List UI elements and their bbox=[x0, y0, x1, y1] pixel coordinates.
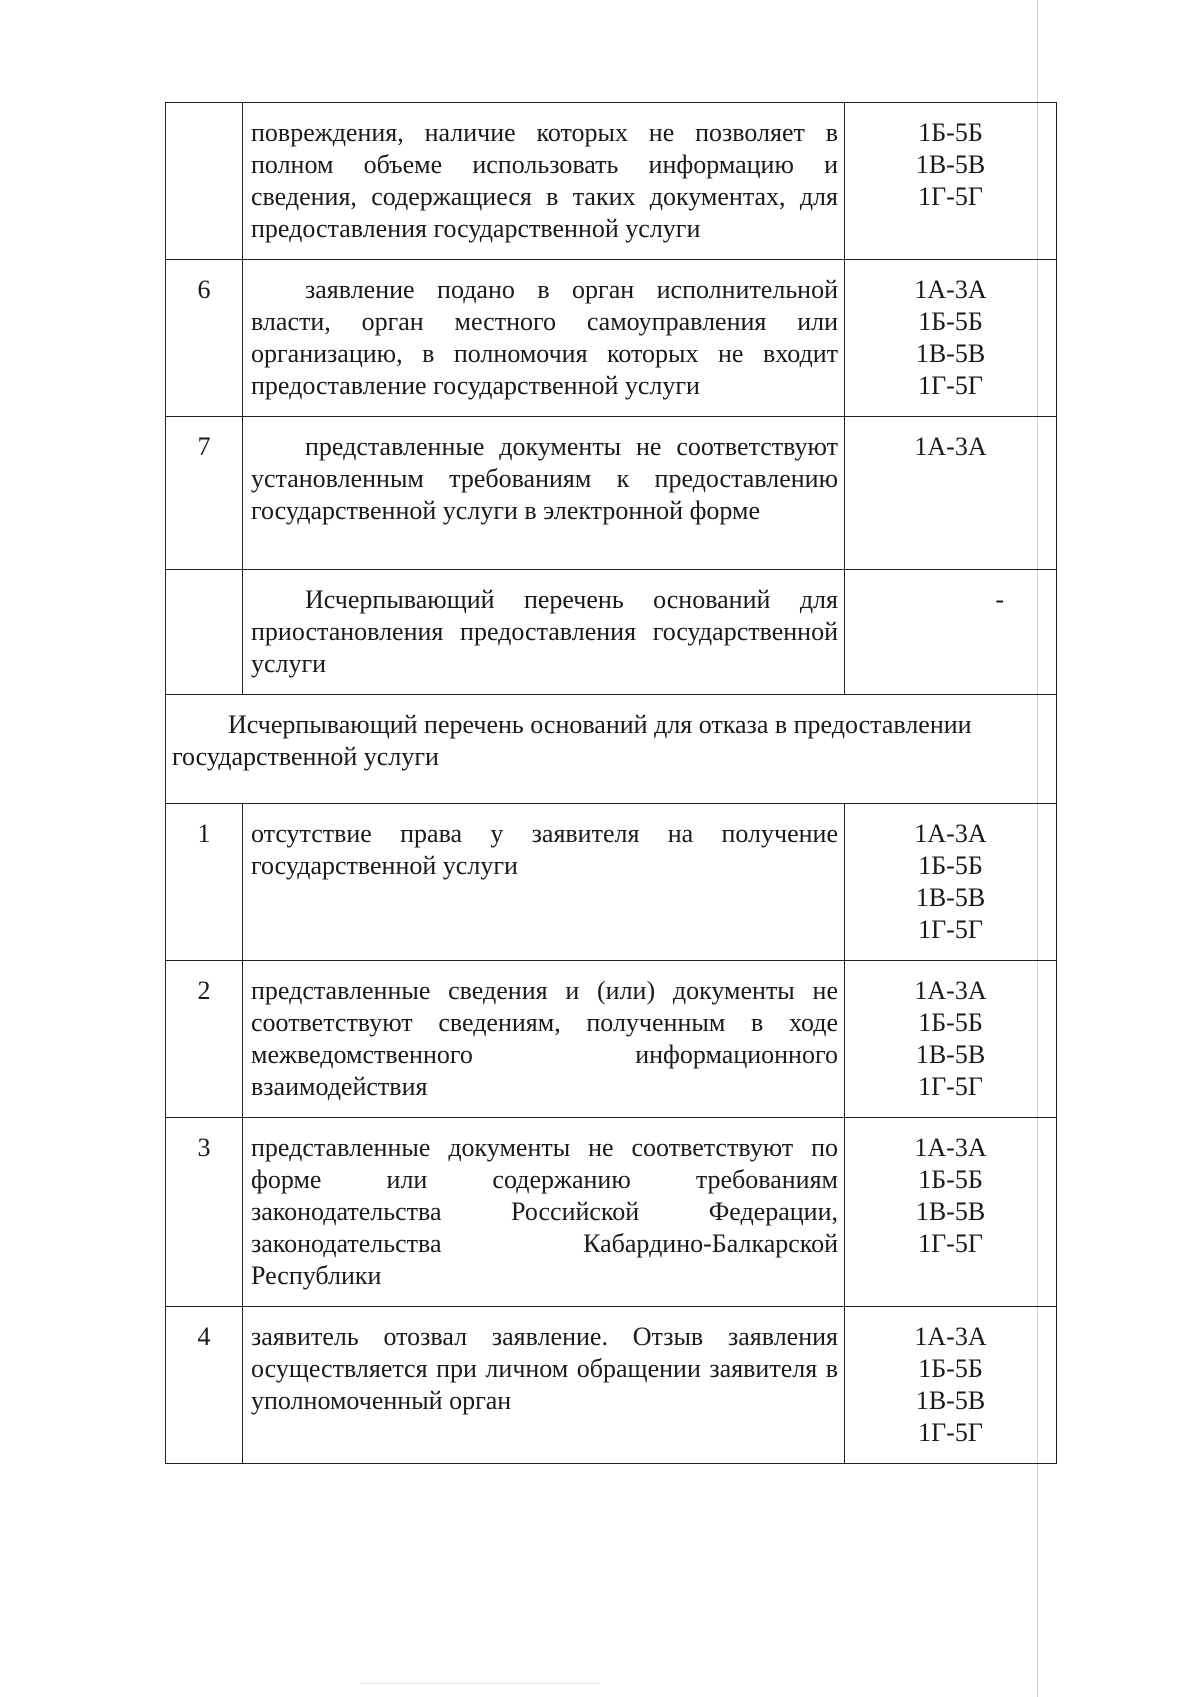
code-item: 1А-3А bbox=[914, 1133, 987, 1162]
code-item: 1Г-5Г bbox=[918, 371, 983, 400]
code-item: 1А-3А bbox=[914, 976, 987, 1005]
row-codes bbox=[845, 804, 1057, 961]
code-item: 1Б-5Б bbox=[918, 307, 983, 336]
table-row bbox=[166, 260, 1057, 417]
grounds-table bbox=[165, 102, 1057, 1464]
code-item: 1В-5В bbox=[915, 150, 986, 179]
row-codes bbox=[845, 103, 1057, 260]
code-item: 1В-5В bbox=[915, 883, 986, 912]
row-text: заявление подано в орган исполнительной власти, орган местного самоуправления или организацию, в полномочия которых не входит предоставление государственной услуги bbox=[243, 260, 845, 417]
table-row bbox=[166, 1307, 1057, 1464]
row-text: представленные документы не соответствуют по форме или содержанию требованиям законодательства Российской Федерации, законодательства Кабардино-Балкарской Республики bbox=[243, 1118, 845, 1307]
row-number: 3 bbox=[166, 1118, 243, 1307]
table-row bbox=[166, 804, 1057, 961]
table-row bbox=[166, 1118, 1057, 1307]
code-item: 1Г-5Г bbox=[918, 1229, 983, 1258]
code-item: 1Г-5Г bbox=[918, 915, 983, 944]
row-number: 2 bbox=[166, 961, 243, 1118]
code-item: 1Г-5Г bbox=[918, 182, 983, 211]
code-item: 1А-3А bbox=[914, 819, 987, 848]
row-number: 4 bbox=[166, 1307, 243, 1464]
table-row bbox=[166, 961, 1057, 1118]
code-item: 1В-5В bbox=[915, 1040, 986, 1069]
code-item: 1А-3А bbox=[914, 1322, 987, 1351]
row-text: отсутствие права у заявителя на получение государственной услуги bbox=[243, 804, 845, 961]
table-row bbox=[166, 417, 1057, 570]
row-number: 7 bbox=[166, 417, 243, 570]
code-item: 1Б-5Б bbox=[918, 851, 983, 880]
code-item: 1Б-5Б bbox=[918, 1354, 983, 1383]
row-text: заявитель отозвал заявление. Отзыв заявления осуществляется при личном обращении заявителя в уполномоченный орган bbox=[243, 1307, 845, 1464]
row-codes bbox=[845, 1118, 1057, 1307]
code-item: 1Б-5Б bbox=[918, 1008, 983, 1037]
scan-bottom-mark bbox=[360, 1683, 600, 1684]
row-text: представленные документы не соответствуют установленным требованиям к предоставлению государственной услуги в электронной форме bbox=[243, 417, 845, 570]
row-codes bbox=[845, 961, 1057, 1118]
code-item: 1Г-5Г bbox=[918, 1418, 983, 1447]
code-item: 1Г-5Г bbox=[918, 1072, 983, 1101]
code-item: 1А-3А bbox=[914, 275, 987, 304]
row-codes bbox=[845, 1307, 1057, 1464]
row-number bbox=[166, 103, 243, 260]
code-item: 1Б-5Б bbox=[918, 118, 983, 147]
suspension-row bbox=[166, 570, 1057, 695]
row-codes bbox=[845, 260, 1057, 417]
table-row bbox=[166, 103, 1057, 260]
code-item: 1А-3А bbox=[914, 432, 987, 461]
section-heading-row bbox=[166, 695, 1057, 804]
row-text: представленные сведения и (или) документы не соответствуют сведениям, полученным в ходе межведомственного информационного взаимодействия bbox=[243, 961, 845, 1118]
code-item: 1В-5В bbox=[915, 1197, 986, 1226]
suspension-code: - bbox=[845, 570, 1057, 695]
suspension-text: Исчерпывающий перечень оснований для приостановления предоставления государственной услуги bbox=[243, 570, 845, 695]
row-number: 1 bbox=[166, 804, 243, 961]
row-number: 6 bbox=[166, 260, 243, 417]
code-item: 1Б-5Б bbox=[918, 1165, 983, 1194]
row-codes bbox=[845, 417, 1057, 570]
row-text: повреждения, наличие которых не позволяет в полном объеме использовать информацию и сведения, содержащиеся в таких документах, для предоставления государственной услуги bbox=[243, 103, 845, 260]
code-item: 1В-5В bbox=[915, 1386, 986, 1415]
refusal-heading: Исчерпывающий перечень оснований для отказа в предоставлении государственной услуги bbox=[166, 695, 1057, 804]
row-number-empty bbox=[166, 570, 243, 695]
code-item: 1В-5В bbox=[915, 339, 986, 368]
